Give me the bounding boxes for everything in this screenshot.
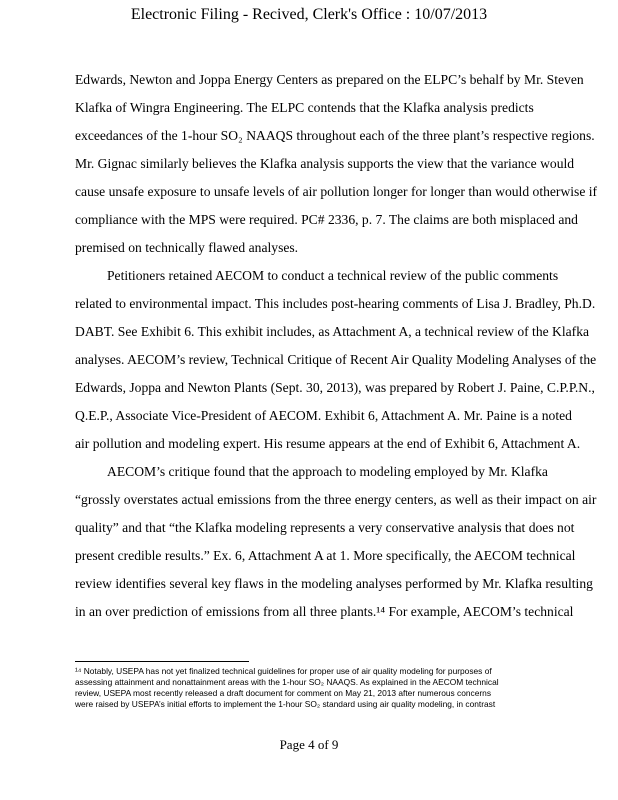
page-number: Page 4 of 9 xyxy=(279,737,339,752)
body-line: DABT. See Exhibit 6. This exhibit includes, as Attachment A, a technical review of the Klafka xyxy=(75,324,590,339)
body-line: review identifies several key flaws in the modeling analyses performed by Mr. Klafka resulting xyxy=(75,576,593,591)
body-line: Petitioners retained AECOM to conduct a technical review of the public comments xyxy=(107,268,559,283)
body-line: cause unsafe exposure to unsafe levels of air pollution longer for longer than would otherwise if xyxy=(75,184,598,199)
footnote-line: ¹⁴ Notably, USEPA has not yet finalized technical guidelines for proper use of air quality modeling for purposes of xyxy=(75,666,492,676)
body-line: in an over prediction of emissions from all three plants.¹⁴ For example, AECOM’s technical xyxy=(75,604,574,619)
body-line: analyses. AECOM’s review, Technical Critique of Recent Air Quality Modeling Analyses of the xyxy=(75,352,597,367)
body-line: air pollution and modeling expert. His resume appears at the end of Exhibit 6, Attachment A. xyxy=(75,436,581,451)
filing-header: Electronic Filing - Recived, Clerk's Office : 10/07/2013 xyxy=(130,6,488,23)
footnote-separator xyxy=(75,661,249,662)
body-line: compliance with the MPS were required. PC# 2336, p. 7. The claims are both misplaced and xyxy=(75,212,578,227)
body-line: AECOM’s critique found that the approach to modeling employed by Mr. Klafka xyxy=(107,464,548,479)
body-line: Mr. Gignac similarly believes the Klafka analysis supports the view that the variance would xyxy=(75,156,575,171)
body-line: Edwards, Newton and Joppa Energy Centers as prepared on the ELPC’s behalf by Mr. Steven xyxy=(75,72,584,87)
body-line: Q.E.P., Associate Vice-President of AECOM. Exhibit 6, Attachment A. Mr. Paine is a noted xyxy=(75,408,572,423)
body-line: related to environmental impact. This includes post-hearing comments of Lisa J. Bradley, Ph.D. xyxy=(75,296,596,311)
body-line: exceedances of the 1-hour SO₂ NAAQS throughout each of the three plant’s respective regions. xyxy=(75,128,595,143)
footnote-line: were raised by USEPA’s initial efforts to implement the 1-hour SO₂ standard using air quality modeling, in contrast xyxy=(75,699,496,709)
body-line: Edwards, Joppa and Newton Plants (Sept. 30, 2013), was prepared by Robert J. Paine, C.P.P.N., xyxy=(75,380,595,395)
footnote-line: review, USEPA most recently released a draft document for comment on May 21, 2013 after numerous concerns xyxy=(75,688,492,698)
footnote-line: assessing attainment and nonattainment areas with the 1-hour SO₂ NAAQS. As explained in the AECOM technical xyxy=(75,677,499,687)
body-line: quality” and that “the Klafka modeling represents a very conservative analysis that does not xyxy=(75,520,575,535)
body-line: Klafka of Wingra Engineering. The ELPC contends that the Klafka analysis predicts xyxy=(75,100,534,115)
body-line: “grossly overstates actual emissions from the three energy centers, as well as their impact on air xyxy=(75,492,597,507)
body-line: premised on technically flawed analyses. xyxy=(75,240,299,255)
body-line: present credible results.” Ex. 6, Attachment A at 1. More specifically, the AECOM technical xyxy=(75,548,576,563)
